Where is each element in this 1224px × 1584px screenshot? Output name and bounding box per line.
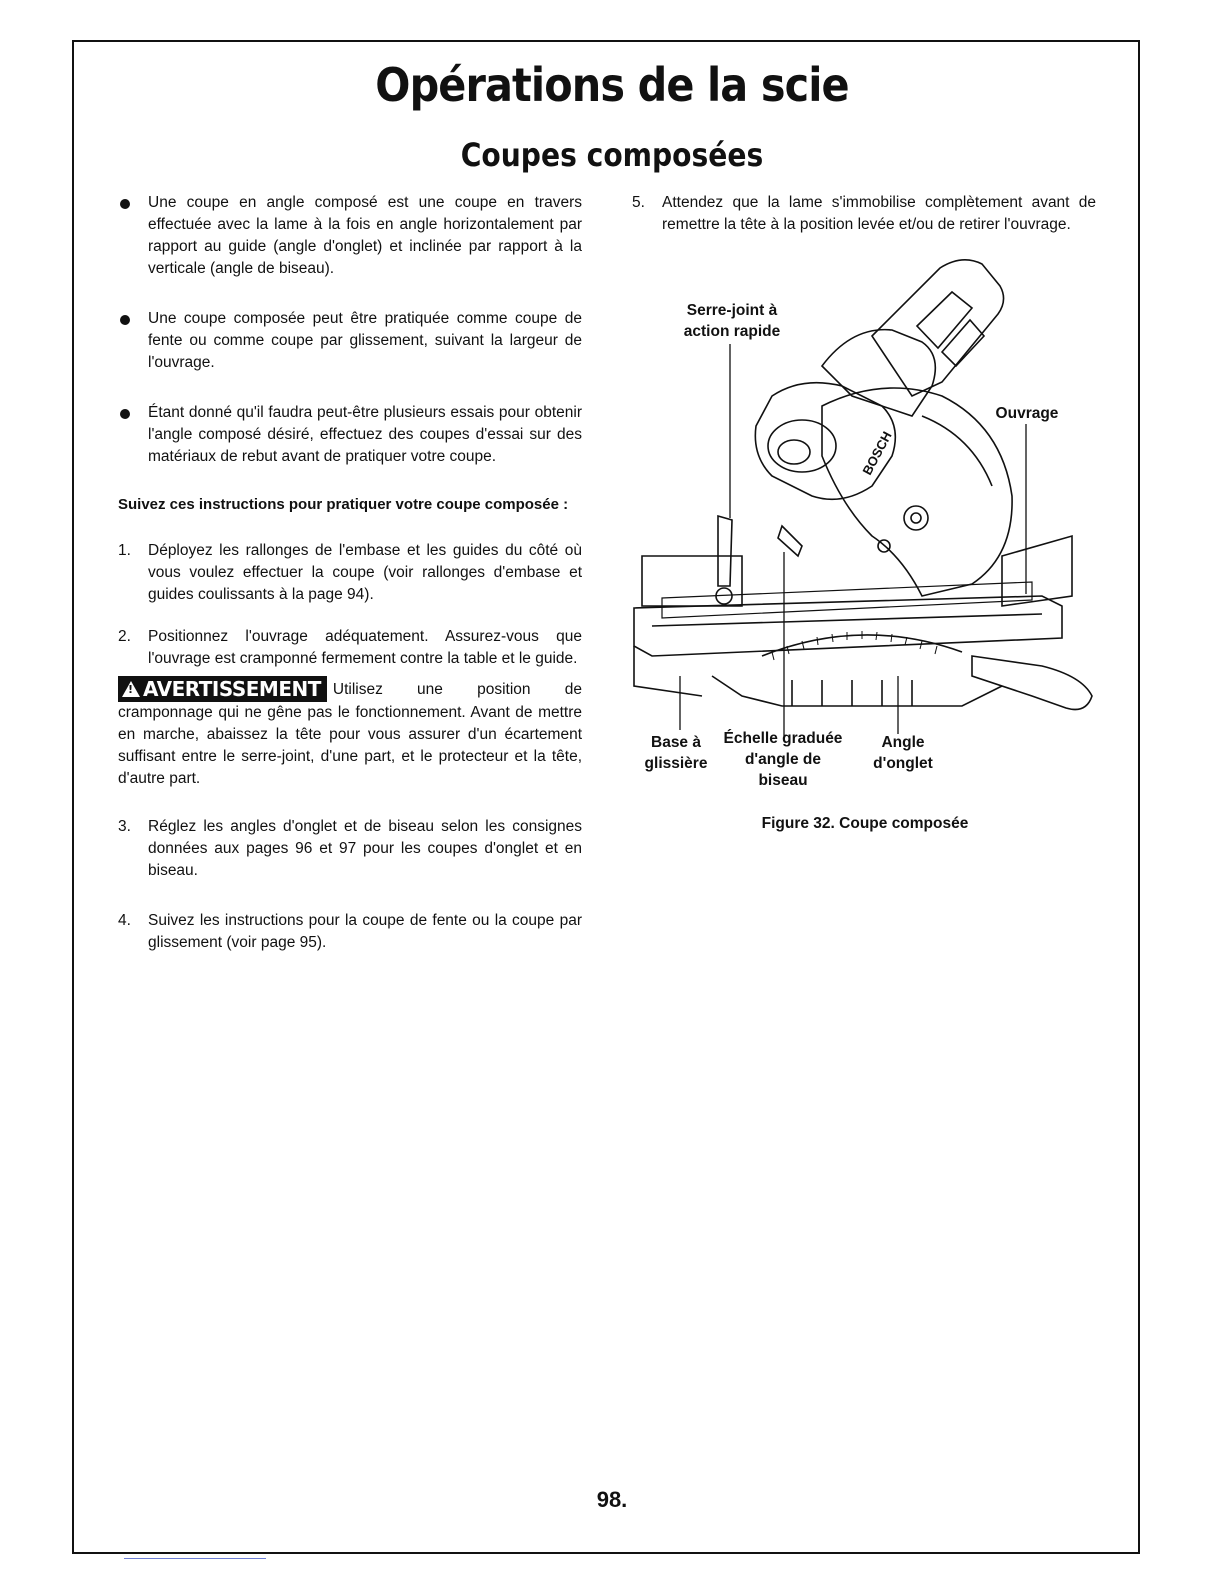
- warning-block: [118, 676, 582, 790]
- step-item: [632, 192, 1096, 236]
- step-item: [118, 540, 582, 606]
- step-text: Positionnez l'ouvrage adéquatement. Assurez-vous que l'ouvrage est cramponné fermement contre la table et le guide.: [148, 628, 582, 667]
- step-item: [118, 816, 582, 882]
- page-number: 98.: [596, 1487, 628, 1512]
- fence: [642, 556, 742, 606]
- step-text: Réglez les angles d'onglet et de biseau selon les consignes données aux pages 96 et 97 pour les coupes d'onglet et en biseau.: [148, 818, 582, 879]
- left-column: [118, 192, 582, 954]
- label-line: d'onglet: [873, 755, 933, 772]
- step-number: 2.: [118, 628, 131, 645]
- step-number: 3.: [118, 818, 131, 835]
- page-title: Opérations de la scie: [375, 58, 849, 112]
- step-item: [118, 910, 582, 954]
- warning-badge: [118, 676, 327, 702]
- step-text: Attendez que la lame s'immobilise complètement avant de remettre la tête à la position levée et/ou de retirer l'ouvrage.: [662, 194, 1096, 233]
- bullet-item: Une coupe composée peut être pratiquée comme coupe de fente ou comme coupe par glissement, suivant la largeur de l'ouvrage.: [118, 308, 582, 374]
- label-line: action rapide: [683, 323, 781, 340]
- miter-handle: [972, 656, 1092, 710]
- step-number: 4.: [118, 912, 131, 929]
- instructions-lead: Suivez ces instructions pour pratiquer votre coupe composée :: [118, 496, 569, 513]
- label-line: Base à: [651, 734, 701, 751]
- label-line: biseau: [758, 772, 808, 789]
- warning-badge-label: AVERTISSEMENT: [143, 677, 321, 701]
- label-line: Serre-joint à: [686, 302, 778, 319]
- label-line: Angle: [881, 734, 925, 751]
- label-sliding-base: [630, 732, 722, 774]
- label-line: d'angle de: [744, 751, 822, 768]
- right-column: [632, 192, 1096, 236]
- section-subtitle: Coupes composées: [460, 136, 764, 174]
- quick-clamp: [718, 516, 732, 586]
- label-bevel-scale: [710, 728, 856, 791]
- step-number: 5.: [632, 194, 645, 211]
- step-text: Suivez les instructions pour la coupe de fente ou la coupe par glissement (voir page 95).: [148, 912, 582, 951]
- figure-caption: Figure 32. Coupe composée: [761, 815, 969, 832]
- bullet-item: Étant donné qu'il faudra peut-être plusieurs essais pour obtenir l'angle composé désiré, effectuez des coupes d'essai sur des matériaux de rebut avant de pratiquer votre coupe.: [118, 402, 582, 468]
- step-number: 1.: [118, 542, 131, 559]
- step-item: [118, 626, 582, 670]
- label-miter-angle: [856, 732, 950, 774]
- saw-table: [634, 596, 1062, 656]
- label-line: Échelle graduée: [723, 730, 843, 747]
- footer-rule: [124, 1558, 266, 1559]
- step-text: Déployez les rallonges de l'embase et les guides du côté où vous voulez effectuer la coupe (voir rallonges d'embase et guides coulissants à la page 94).: [148, 542, 582, 603]
- label-workpiece: [980, 403, 1074, 424]
- label-line: glissière: [644, 755, 708, 772]
- saw-handle: [872, 260, 1004, 396]
- label-line: Ouvrage: [995, 405, 1059, 422]
- label-quick-clamp: [652, 300, 812, 342]
- warning-text: Utilisez une position de cramponnage qui ne gêne pas le fonctionnement. Avant de mettre en marche, abaissez la tête pour vous assurer d'un écartement suffisant entre le serre-joint, d'une part, et le protecteur et la tête, d'autre part.: [118, 681, 582, 787]
- warning-triangle-icon: [122, 681, 140, 697]
- bullet-item: Une coupe en angle composé est une coupe en travers effectuée avec la lame à la fois en angle horizontalement par rapport au guide (angle d'onglet) et inclinée par rapport à la verticale (angle de biseau).: [118, 192, 582, 280]
- brand-mark: BOSCH: [859, 428, 895, 478]
